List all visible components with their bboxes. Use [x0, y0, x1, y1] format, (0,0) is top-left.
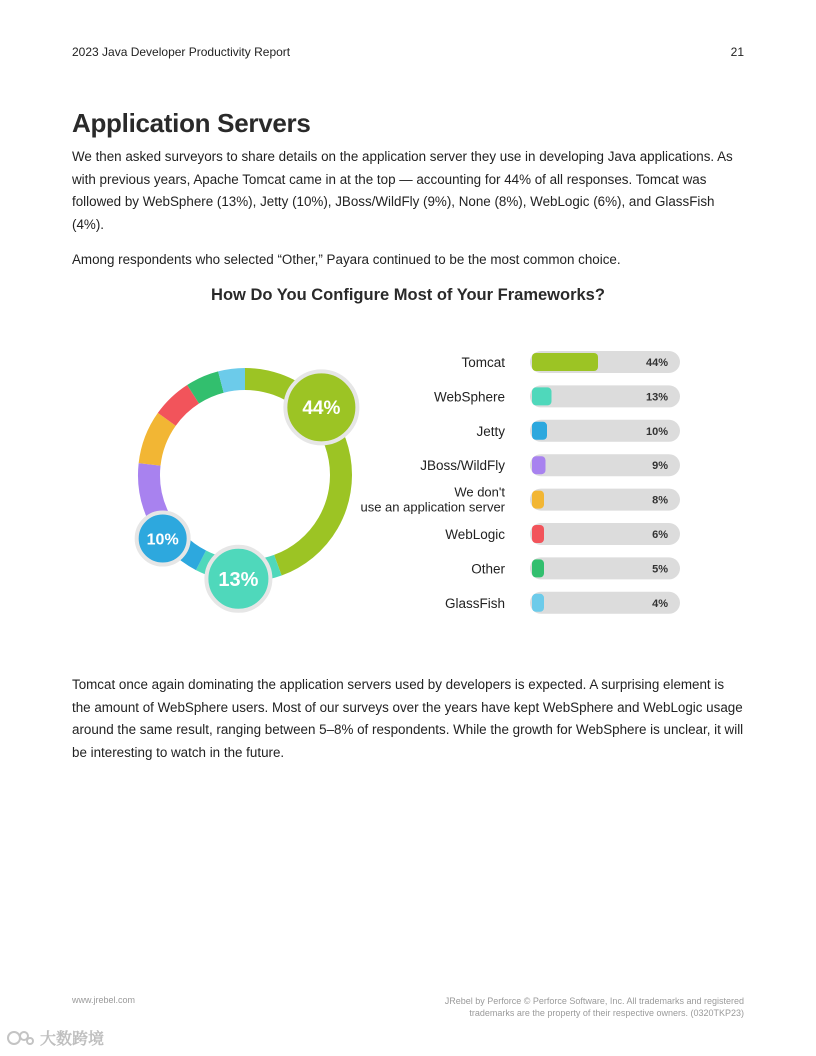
- donut-bar-chart: [0, 320, 816, 660]
- footer-legal: JRebel by Perforce © Perforce Software, Inc. All trademarks and registered trademarks are the property of their respective owners. (0320TKP23): [444, 996, 744, 1018]
- bar-value-label-other: 5%: [652, 563, 668, 576]
- bar-category-label-other: Other: [471, 561, 505, 577]
- donut-segment-glassfish: [221, 379, 245, 382]
- donut-segment-other: [193, 382, 221, 394]
- report-title: 2023 Java Developer Productivity Report: [72, 45, 291, 59]
- bar-fill-jetty: [532, 422, 547, 440]
- watermark-text: 大数跨境: [40, 1031, 105, 1048]
- bar-value-label-we-don-t-use-an-application-server: 8%: [652, 494, 668, 507]
- bar-category-label-tomcat: Tomcat: [461, 355, 505, 370]
- bar-fill-websphere: [532, 387, 552, 405]
- bar-fill-glassfish: [532, 594, 544, 612]
- callout-label-jetty: 10%: [146, 531, 179, 549]
- bar-value-label-glassfish: 4%: [652, 597, 668, 610]
- callout-label-tomcat: 44%: [302, 398, 341, 420]
- bar-value-label-weblogic: 6%: [652, 529, 668, 541]
- bar-value-label-websphere: 13%: [645, 391, 668, 404]
- bar-value-label-jboss-wildfly: 9%: [652, 460, 668, 473]
- bar-category-label-jetty: Jetty: [476, 423, 505, 439]
- watermark: [6, 1026, 104, 1049]
- watermark-logo-icon: [6, 1029, 34, 1047]
- bar-value-label-tomcat: 44%: [645, 357, 668, 369]
- donut-segment-weblogic: [167, 394, 193, 419]
- other-paragraph: Among respondents who selected “Other,” Payara continued to be the most common choice.: [72, 252, 621, 267]
- bar-value-label-jetty: 10%: [645, 425, 668, 438]
- bar-category-label-jboss-wildfly: JBoss/WildFly: [420, 458, 505, 474]
- bar-category-label-we-don-t-use-an-application-server: We don't use an application server: [360, 484, 505, 515]
- bar-category-label-weblogic: WebLogic: [445, 527, 505, 542]
- footer-website[interactable]: www.jrebel.com: [72, 995, 136, 1005]
- bar-category-label-glassfish: GlassFish: [444, 595, 505, 611]
- bar-fill-tomcat: [532, 353, 598, 371]
- donut-segment-we-don-t-use-an-application-server: [150, 419, 167, 464]
- callout-label-websphere: 13%: [218, 568, 259, 591]
- bar-fill-jboss-wildfly: [532, 456, 546, 474]
- chart-title: How Do You Configure Most of Your Frameworks?: [211, 286, 605, 304]
- intro-paragraph: We then asked surveyors to share details on the application server they use in developing Java applications. As with previous years, Apache Tomcat came in at the top — accounting for 44% of all responses. Tomcat was followed by WebSphere (13%), Jetty (10%), JBoss/WildFly (9%), None (8%), WebLogic (6%), and GlassFish (4%).: [72, 149, 733, 232]
- page-title: Application Servers: [72, 108, 311, 138]
- bar-fill-weblogic: [532, 525, 544, 543]
- page-number: 21: [730, 45, 744, 59]
- bar-category-label-websphere: WebSphere: [433, 389, 505, 405]
- donut-segment-jboss-wildfly: [149, 464, 159, 517]
- bar-fill-we-don-t-use-an-application-server: [532, 491, 544, 509]
- bar-fill-other: [532, 559, 544, 577]
- bar-list: [360, 351, 680, 614]
- closing-paragraph: Tomcat once again dominating the application servers used by developers is expected. A surprising element is the amount of WebSphere users. Most of our surveys over the years have kept WebSphere and WebLogic usage around the same result, ranging between 5–8% of respondents. While the growth for WebSphere is unclear, it will be interesting to watch in the future.: [72, 677, 744, 760]
